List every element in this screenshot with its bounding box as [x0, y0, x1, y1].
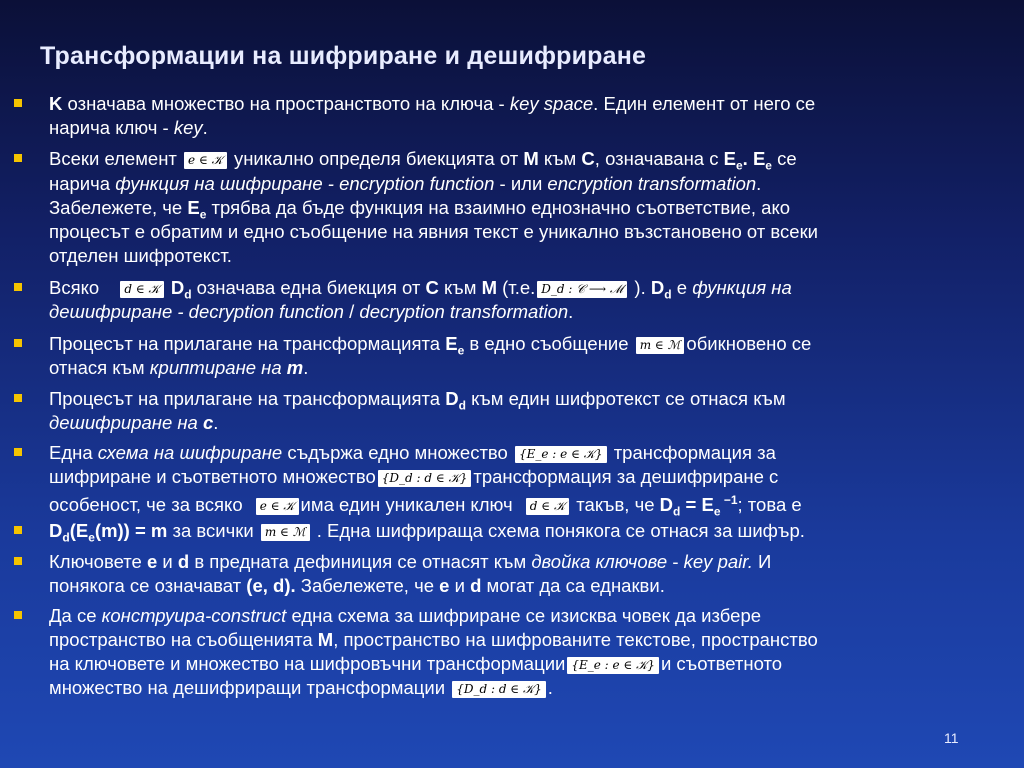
text-run: Процесът на прилагане на трансформацията — [49, 388, 446, 409]
text-run: m — [286, 357, 304, 378]
list-item — [49, 604, 761, 627]
text-run: . — [303, 357, 309, 378]
bullet-marker — [14, 394, 22, 402]
text-run: - или — [494, 173, 548, 194]
text-run: и съответното — [660, 653, 783, 674]
text-run: към един шифротекст се отнася към — [465, 388, 786, 409]
formula-e-in-k: e ∈ 𝒦 — [184, 152, 227, 169]
text-run: , пространство на шифрованите текстове, пространство — [333, 629, 818, 650]
text-run: E — [187, 197, 200, 218]
subscript: e — [88, 530, 95, 545]
formula-d-in-k: d ∈ 𝒦 — [120, 281, 163, 298]
text-run: в едно съобщение — [464, 333, 629, 354]
text-run: такъв, че — [571, 494, 660, 516]
text-run: d — [470, 575, 482, 596]
text-run: . — [568, 301, 574, 322]
subscript: d — [673, 504, 681, 519]
formula-e-in-k: e ∈ 𝒦 — [256, 498, 299, 515]
superscript: −1 — [720, 493, 738, 507]
text-run: схема на шифриране — [97, 442, 283, 463]
text-run: . — [202, 117, 208, 138]
text-run: уникално определя биекцията от — [228, 148, 524, 169]
text-run: към — [438, 277, 482, 298]
text-run: K — [49, 93, 63, 114]
text-run: (e, d). — [246, 575, 296, 596]
text-run: функция на — [692, 277, 792, 298]
text-run: и — [157, 551, 178, 572]
text-run: дешифриране - decryption function — [49, 301, 344, 322]
text-run: d — [177, 551, 190, 572]
subscript: d — [664, 287, 672, 302]
list-item-continuation — [49, 676, 553, 699]
text-run: key pair. — [683, 551, 753, 572]
text-run: съдържа едно множество — [282, 442, 508, 463]
text-run: D — [650, 277, 665, 298]
text-run: особеност, че за всяко — [49, 494, 243, 516]
text-run: Забележете, че — [49, 197, 188, 218]
formula-dd-c-to-m: D_d : 𝒞 ⟶ ℳ — [537, 281, 627, 298]
subscript: d — [184, 287, 192, 302]
formula-ee-set: {E_e : e ∈ 𝒦} — [515, 446, 607, 463]
list-item-continuation — [49, 411, 218, 434]
text-run: пространство на съобщенията — [49, 629, 318, 650]
text-run: E — [752, 148, 766, 169]
text-run: E — [445, 333, 458, 354]
text-run: = — [680, 494, 702, 516]
text-run: в предната дефиниция се отнасят към — [189, 551, 532, 572]
text-run: Всеки елемент — [49, 148, 177, 169]
text-run: (т.е. — [497, 277, 536, 298]
text-run: c — [203, 412, 214, 433]
subscript: e — [457, 343, 465, 358]
list-item — [49, 550, 771, 573]
text-run: . — [756, 173, 762, 194]
text-run: И — [752, 551, 772, 572]
text-run: двойка ключове — [531, 551, 668, 572]
text-run: (E — [69, 520, 89, 541]
text-run: / — [343, 301, 360, 322]
bullet-marker — [14, 99, 22, 107]
text-run: . Една шифрираща схема понякога се отнася за шифър. — [311, 520, 805, 541]
text-run: C — [581, 148, 595, 169]
list-item — [49, 92, 815, 115]
list-item — [49, 519, 805, 550]
text-run: и — [449, 575, 471, 596]
text-run: M — [481, 277, 497, 298]
subscript: d — [62, 530, 70, 545]
text-run: трансформация за — [608, 442, 776, 463]
text-run: key space — [509, 93, 594, 114]
list-item-continuation: отделен шифротекст. — [49, 245, 232, 266]
text-run: . Един елемент от него се — [593, 93, 816, 114]
formula-dd-set: {D_d : d ∈ 𝒦} — [378, 470, 472, 487]
text-run: има един уникален ключ — [300, 494, 513, 516]
text-run: на ключовете и множество на шифровъчни трансформации — [49, 653, 566, 674]
text-run: D — [49, 520, 63, 541]
text-run: ). — [629, 277, 651, 298]
text-run: дешифриране на — [49, 412, 203, 433]
list-item-continuation — [49, 116, 208, 139]
text-run: трябва да бъде функция на взаимно еднозначно съответствие, ако — [206, 197, 791, 218]
list-item-continuation — [49, 300, 573, 323]
text-run: encryption transformation — [547, 173, 757, 194]
text-run: отнася към — [49, 357, 150, 378]
subscript: d — [458, 398, 466, 413]
text-run: (m)) = m — [94, 520, 168, 541]
text-run: Една — [49, 442, 98, 463]
bullet-marker — [14, 339, 22, 347]
subscript: e — [713, 504, 721, 519]
bullet-marker — [14, 557, 22, 565]
text-run: . — [213, 412, 219, 433]
bullet-marker — [14, 283, 22, 291]
text-run: Да се — [49, 605, 102, 626]
text-run: D — [170, 277, 185, 298]
bullet-marker — [14, 448, 22, 456]
page-title: Трансформации на шифриране и дешифриране — [40, 42, 647, 70]
list-item-continuation — [49, 465, 778, 488]
formula-m-in-m: m ∈ ℳ — [636, 337, 685, 354]
text-run: Процесът на прилагане на трансформацията — [49, 333, 446, 354]
text-run: към — [538, 148, 582, 169]
text-run: E — [701, 494, 714, 516]
subscript: e — [735, 158, 743, 173]
text-run: , означавана с — [594, 148, 724, 169]
text-run: могат да са еднакви. — [481, 575, 665, 596]
text-run: . — [547, 677, 553, 698]
text-run: D — [445, 388, 459, 409]
text-run: - — [667, 551, 684, 572]
formula-dd-set: {D_d : d ∈ 𝒦} — [452, 681, 546, 698]
text-run: означава една биекция от — [191, 277, 426, 298]
text-run: M — [523, 148, 539, 169]
text-run: decryption transformation — [359, 301, 569, 322]
list-item-continuation: процесът е обратим и едно съобщение на явния текст е уникално възстановено от всеки — [49, 221, 818, 242]
text-run: за всички — [167, 520, 254, 541]
text-run: обикновено се — [686, 333, 812, 354]
list-item — [49, 441, 776, 464]
text-run: Забележете, че — [295, 575, 440, 596]
text-run: E — [723, 148, 736, 169]
text-run: е — [671, 277, 693, 298]
text-run: ; това е — [737, 494, 802, 516]
text-run: . — [742, 148, 753, 169]
text-run: криптиране на — [149, 357, 287, 378]
list-item-continuation — [49, 652, 782, 675]
text-run: множество на дешифриращи трансформации — [49, 677, 446, 698]
bullet-marker — [14, 526, 22, 534]
text-run: key — [173, 117, 203, 138]
list-item-continuation — [49, 356, 308, 379]
text-run: трансформация за дешифриране с — [473, 466, 779, 487]
subscript: e — [765, 158, 772, 173]
text-run: означава множество на пространството на ключа - — [62, 93, 510, 114]
text-run: шифриране и съответното множество — [49, 466, 376, 487]
text-run: Ключовете — [49, 551, 147, 572]
text-run: Всяко — [49, 277, 100, 298]
list-item-continuation — [49, 628, 818, 651]
page-number: 11 — [944, 730, 959, 746]
text-run: се — [771, 148, 797, 169]
formula-d-in-k: d ∈ 𝒦 — [526, 498, 569, 515]
formula-ee-set: {E_e : e ∈ 𝒦} — [567, 657, 659, 674]
text-run: функция на шифриране - encryption function — [115, 173, 495, 194]
bullet-marker — [14, 611, 22, 619]
text-run: D — [659, 494, 674, 516]
list-item-continuation — [49, 172, 761, 195]
text-run: една схема за шифриране се изисква човек да избере — [286, 605, 762, 626]
text-run: понякога се означават — [49, 575, 247, 596]
subscript: e — [199, 207, 207, 222]
text-run: e — [146, 551, 158, 572]
text-run: нарича ключ - — [49, 117, 174, 138]
formula-m-in-m: m ∈ ℳ — [261, 524, 310, 541]
text-run: нарича — [49, 173, 116, 194]
text-run: e — [439, 575, 450, 596]
bullet-marker — [14, 154, 22, 162]
text-run: C — [425, 277, 439, 298]
text-run: конструира-construct — [101, 605, 287, 626]
text-run: M — [317, 629, 334, 650]
list-item-continuation — [49, 574, 665, 597]
